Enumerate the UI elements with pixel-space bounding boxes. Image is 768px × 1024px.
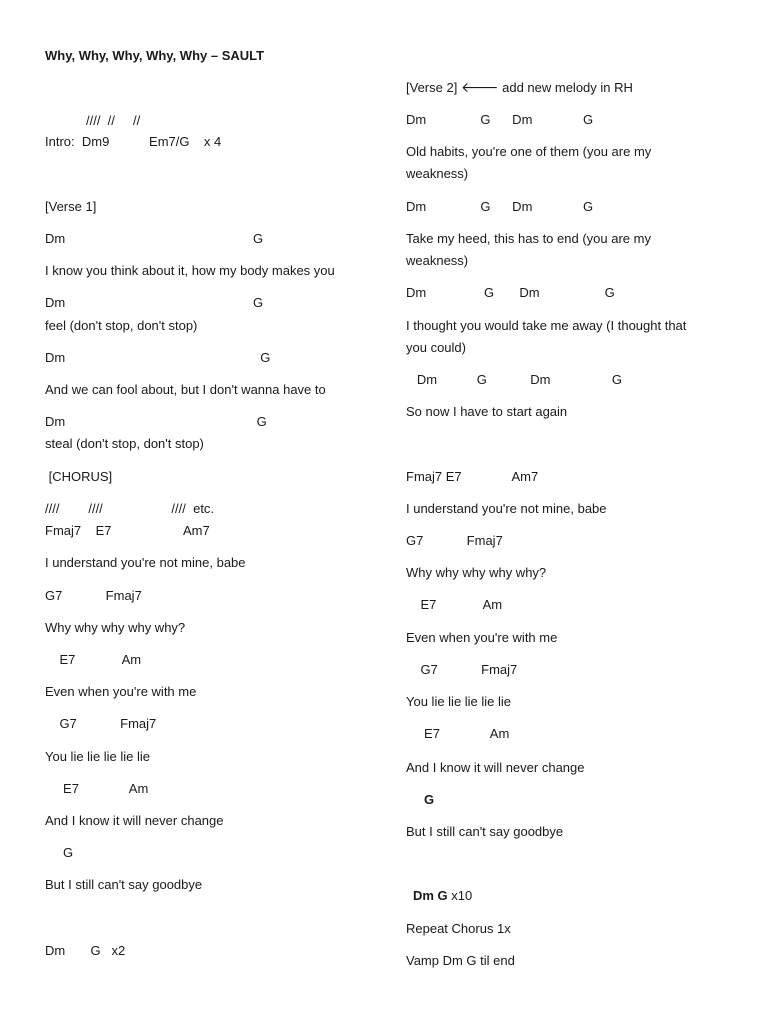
chorus2-lyric-1: I understand you're not mine, babe — [406, 501, 607, 516]
verse1-chords-2: Dm G — [45, 295, 264, 310]
chorus-heading: [CHORUS] — [45, 469, 113, 484]
intro-line: Intro: Dm9 Em7/G x 4 — [45, 134, 222, 149]
verse2-heading-line — [406, 79, 633, 97]
verse1-lyric-4: steal (don't stop, don't stop) — [45, 436, 204, 451]
chorus2-lyric-5: And I know it will never change — [406, 760, 585, 775]
verse1-chords-3: Dm G — [45, 350, 271, 365]
chorus-chords-2: G7 Fmaj7 — [45, 588, 142, 603]
verse2-lyric-1a: Old habits, you're one of them (you are my — [406, 144, 652, 159]
chorus-slashes: //// //// //// etc. — [45, 501, 215, 516]
verse2-chords-1: Dm G Dm G — [406, 112, 594, 127]
chorus2-chords-1: Fmaj7 E7 Am7 — [406, 469, 539, 484]
verse2-lyric-2b: weakness) — [406, 253, 469, 268]
chorus-lyric-3: Even when you're with me — [45, 684, 197, 699]
chorus-lyric-4: You lie lie lie lie lie — [45, 749, 151, 764]
arrow-left-icon: 🡐 — [460, 80, 499, 96]
verse2-lyric-2a: Take my heed, this has to end (you are my — [406, 231, 651, 246]
chorus2-chords-2: G7 Fmaj7 — [406, 533, 503, 548]
chorus2-chords-5: E7 Am — [406, 726, 510, 741]
chorus-lyric-1: I understand you're not mine, babe — [45, 555, 246, 570]
chorus-chords-6: G — [45, 845, 74, 860]
chorus-lyric-2: Why why why why why? — [45, 620, 186, 635]
chorus2-lyric-3: Even when you're with me — [406, 630, 558, 645]
chorus2-chords-3: E7 Am — [406, 597, 503, 612]
verse2-note: add new melody in RH — [502, 80, 633, 95]
vamp-line — [413, 887, 472, 905]
verse1-chords-4: Dm G — [45, 414, 267, 429]
chorus-chords-1: Fmaj7 E7 Am7 — [45, 523, 210, 538]
chorus-chords-5: E7 Am — [45, 781, 149, 796]
chorus-lyric-6: But I still can't say goodbye — [45, 877, 203, 892]
chorus2-lyric-4: You lie lie lie lie lie — [406, 694, 512, 709]
chorus-lyric-5: And I know it will never change — [45, 813, 224, 828]
verse2-lyric-3b: you could) — [406, 340, 466, 355]
song-title: Why, Why, Why, Why, Why – SAULT — [45, 48, 265, 63]
verse2-lyric-3a: I thought you would take me away (I thought that — [406, 318, 687, 333]
verse2-lyric-4: So now I have to start again — [406, 404, 568, 419]
chorus2-lyric-2: Why why why why why? — [406, 565, 547, 580]
verse1-heading: [Verse 1] — [45, 199, 97, 214]
intro-slashes: //// // // — [86, 113, 141, 128]
outro-chords: Dm G x2 — [45, 943, 126, 958]
verse2-chords-2: Dm G Dm G — [406, 199, 594, 214]
verse1-lyric-2: feel (don't stop, don't stop) — [45, 318, 198, 333]
chorus2-chords-4: G7 Fmaj7 — [406, 662, 518, 677]
verse2-chords-4: Dm G Dm G — [406, 372, 622, 387]
verse2-lyric-1b: weakness) — [406, 166, 469, 181]
vamp-chords: Dm G — [413, 888, 448, 903]
vamp-count: x10 — [447, 888, 473, 903]
chorus2-chords-6: G — [406, 792, 435, 807]
verse2-chords-3: Dm G Dm G — [406, 285, 615, 300]
repeat-chorus-note: Repeat Chorus 1x — [406, 921, 511, 936]
chorus-chords-3: E7 Am — [45, 652, 142, 667]
verse1-chords-1: Dm G — [45, 231, 264, 246]
vamp-till-end-note: Vamp Dm G til end — [406, 953, 515, 968]
chorus-chords-4: G7 Fmaj7 — [45, 716, 157, 731]
verse1-lyric-1: I know you think about it, how my body makes you — [45, 263, 335, 278]
chorus2-lyric-6: But I still can't say goodbye — [406, 824, 564, 839]
verse2-heading: [Verse 2] — [406, 80, 458, 95]
verse1-lyric-3: And we can fool about, but I don't wanna have to — [45, 382, 326, 397]
